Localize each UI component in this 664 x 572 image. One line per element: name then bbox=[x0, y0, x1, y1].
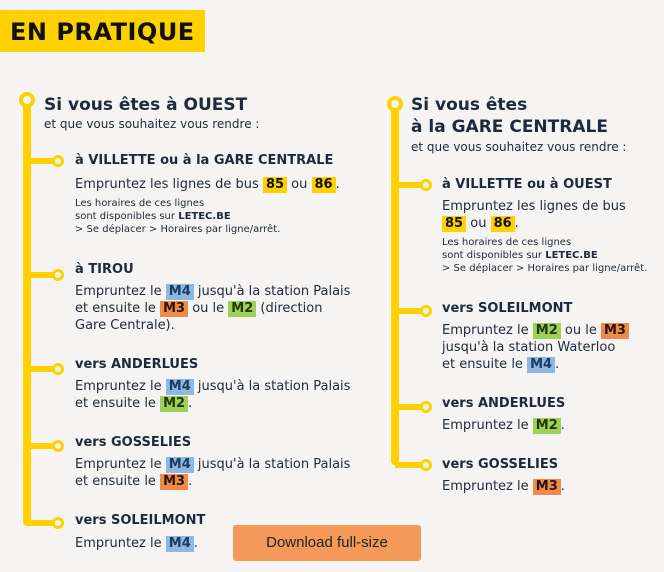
left-soleilmont-text: Empruntez le M4 . bbox=[75, 536, 198, 551]
right-schedule-note: Les horaires de ces lignes sont disponibles sur LETEC.BE > Se déplacer > Horaires par ligne/arrêt. bbox=[442, 237, 648, 274]
left-stop-1 bbox=[52, 155, 64, 167]
left-stop-2 bbox=[52, 269, 64, 281]
left-timeline-start bbox=[19, 92, 35, 108]
right-branch-3 bbox=[395, 404, 423, 410]
left-bus-text: Empruntez les lignes de bus 85 ou 86 . bbox=[75, 177, 340, 192]
right-title: Si vous êtes à la GARE CENTRALE bbox=[411, 95, 608, 137]
bus-85-badge: 85 bbox=[442, 216, 466, 232]
metro-m4-badge: M4 bbox=[166, 457, 194, 473]
download-full-size-button[interactable]: Download full-size bbox=[233, 525, 421, 561]
metro-m4-badge: M4 bbox=[527, 357, 555, 373]
right-dest-gosselies: vers GOSSELIES bbox=[442, 457, 559, 472]
left-dest-tirou: à TIROU bbox=[75, 262, 134, 277]
right-timeline-start bbox=[387, 96, 403, 112]
left-branch-5 bbox=[27, 520, 55, 526]
left-branch-2 bbox=[27, 272, 55, 278]
letec-link[interactable]: LETEC.BE bbox=[545, 250, 598, 261]
right-stop-4 bbox=[420, 459, 432, 471]
bus-85-badge: 85 bbox=[263, 177, 287, 193]
metro-m2-badge: M2 bbox=[228, 301, 256, 317]
metro-m2-badge: M2 bbox=[533, 418, 561, 434]
left-schedule-note: Les horaires de ces lignes sont disponibles sur LETEC.BE > Se déplacer > Horaires par ligne/arrêt. bbox=[75, 198, 281, 235]
left-tirou-text: Empruntez le M4 jusqu'à la station Palais et ensuite le M3 ou le M2 (direction Gare Centrale). bbox=[75, 284, 351, 333]
left-dest-anderlues: vers ANDERLUES bbox=[75, 357, 199, 372]
left-dest-gosselies: vers GOSSELIES bbox=[75, 435, 192, 450]
bus-86-badge: 86 bbox=[491, 216, 515, 232]
right-dest-villette-ouest: à VILLETTE ou à OUEST bbox=[442, 177, 612, 192]
left-gosselies-text: Empruntez le M4 jusqu'à la station Palais et ensuite le M3 . bbox=[75, 457, 351, 489]
left-stop-5 bbox=[52, 517, 64, 529]
page-title: EN PRATIQUE bbox=[0, 10, 205, 52]
metro-m3-badge: M3 bbox=[160, 474, 188, 490]
right-branch-2 bbox=[395, 308, 423, 314]
right-soleilmont-text: Empruntez le M2 ou le M3 jusqu'à la station Waterloo et ensuite le M4 . bbox=[442, 322, 657, 373]
left-dest-villette-gare: à VILLETTE ou à la GARE CENTRALE bbox=[75, 153, 334, 168]
right-stop-1 bbox=[420, 179, 432, 191]
left-branch-3 bbox=[27, 366, 55, 372]
metro-m3-badge: M3 bbox=[601, 323, 629, 339]
left-stop-4 bbox=[52, 440, 64, 452]
metro-m3-badge: M3 bbox=[160, 301, 188, 317]
right-dest-soleilmont: vers SOLEILMONT bbox=[442, 301, 573, 316]
right-gosselies-text: Empruntez le M3 . bbox=[442, 479, 565, 494]
metro-m2-badge: M2 bbox=[533, 323, 561, 339]
left-subtitle: et que vous souhaitez vous rendre : bbox=[44, 117, 260, 131]
right-bus-text: Empruntez les lignes de bus 85 ou 86 . bbox=[442, 199, 626, 231]
left-branch-1 bbox=[27, 158, 55, 164]
left-stop-3 bbox=[52, 363, 64, 375]
metro-m2-badge: M2 bbox=[160, 396, 188, 412]
right-stop-2 bbox=[420, 305, 432, 317]
metro-m4-badge: M4 bbox=[166, 284, 194, 300]
right-timeline bbox=[391, 100, 399, 465]
left-branch-4 bbox=[27, 443, 55, 449]
right-branch-4 bbox=[395, 462, 423, 468]
right-anderlues-text: Empruntez le M2 . bbox=[442, 418, 565, 433]
right-dest-anderlues: vers ANDERLUES bbox=[442, 396, 566, 411]
right-stop-3 bbox=[420, 401, 432, 413]
metro-m4-badge: M4 bbox=[166, 379, 194, 395]
right-branch-1 bbox=[395, 182, 423, 188]
left-anderlues-text: Empruntez le M4 jusqu'à la station Palais et ensuite le M2 . bbox=[75, 379, 351, 411]
right-subtitle: et que vous souhaitez vous rendre : bbox=[411, 140, 627, 154]
metro-m4-badge: M4 bbox=[166, 536, 194, 552]
left-dest-soleilmont: vers SOLEILMONT bbox=[75, 513, 206, 528]
bus-86-badge: 86 bbox=[312, 177, 336, 193]
left-title: Si vous êtes à OUEST bbox=[44, 95, 248, 115]
letec-link[interactable]: LETEC.BE bbox=[178, 211, 231, 222]
metro-m3-badge: M3 bbox=[533, 479, 561, 495]
